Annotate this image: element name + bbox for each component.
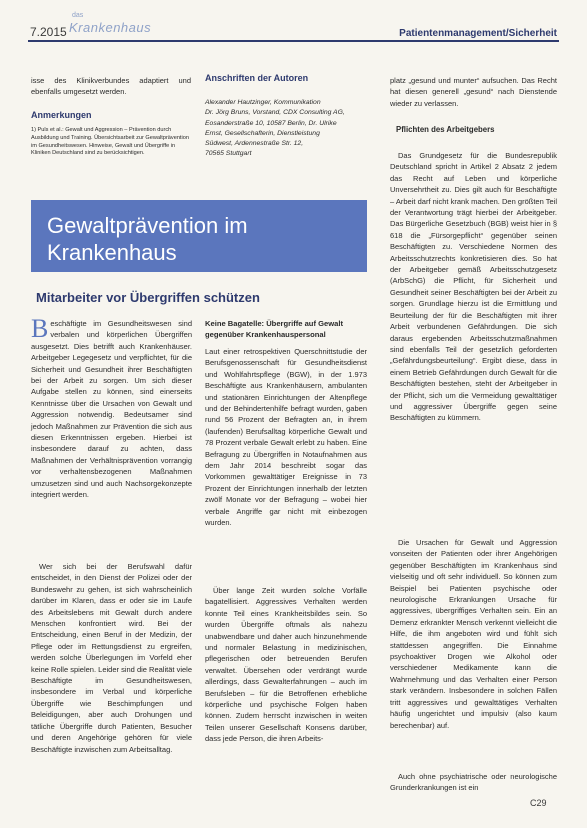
continuation-text: isse des Klinikverbundes adaptiert und ebenfalls umgesetzt werden. (31, 76, 191, 97)
header-rule (28, 40, 559, 42)
article-lead: eschäftigte im Gesundheitswesen sind verbalen und körperlichen Übergriffen ausgesetzt. Dies betrifft auch Krankenhäuser. Arbeitgeber Legegesetz und verpflichtet, für die Sicherheit und Gesundheit ihrer Beschäftigten bei der Arbeit zu sorgen. Um sich dieser Aufgabe stellen zu können, sind einerseits Kenntnisse über die Ursachen von Gewalt und Aggression notwendig. Bedeutsamer sind jedoch Maßnahmen zur Prävention die sich aus diesen Erkenntnissen ergeben. Hierbei ist insbesondere darauf zu achten, dass Maßnahmen der Verhältnisprävention vorrangig vor verhaltensbezogenen Maßnahmen umzusetzen sind und auch Nachsorgekonzepte integriert werden. (31, 319, 192, 500)
issue-number: 7.2015 (30, 25, 67, 39)
right-intro: platz „gesund und munter“ aufsuchen. Das Recht hat diesen generell „gesund“ nach Dienstende wieder zu verlassen. (390, 76, 557, 108)
journal-name: Krankenhaus (69, 20, 152, 35)
author-line: Alexander Hautzinger, Kommunikation (205, 99, 321, 106)
journal-prefix: das (72, 12, 84, 19)
employer-duties-heading: Pflichten des Arbeitgebers (396, 125, 495, 134)
author-line: Ernst, Gesellschafterin, Dienstleistung (205, 129, 320, 137)
page-number: C29 (530, 798, 547, 808)
article-col2-p2: Über lange Zeit wurden solche Vorfälle bagatellisiert. Aggressives Verhalten werden konnte Teil eines Krankheitsbildes sein. So wurden Übergriffe oftmals als nahezu unabwendbare und daher auch hinzunehmende und normaler Belastung in medizinischen, pflegerischen oder betreuenden Berufen verwaltet. Übersehen oder verdrängt wurde allerdings, dass Gewalterfahrungen – auch im Berufsleben – für die Betroffenen erhebliche körperliche und psychische Folgen haben können. Zudem herrscht inzwischen in weiten Teilen unserer Gesellschaft Konsens darüber, dass jede Person, die ihren Arbeits- (205, 586, 367, 744)
article-col1-p2: Wer sich bei der Berufswahl dafür entscheidet, in den Dienst der Polizei oder der Bundeswehr zu gehen, ist sich wahrscheinlich darüber im Klaren, dass er oder sie im Laufe des Arbeitslebens mit Gewalt durch andere Menschen konfrontiert wird. Bei der Entscheidung, einen Beruf in der Medizin, der Pflege oder im Rettungsdienst zu ergreifen, werden solche Überlegungen im Vorfeld eher keine Rolle spielen. Leider sind die Realität viele Beschäftigte im Gesundheitswesen, insbesondere im Verbal und körperliche Übergriffe wie Beschimpfungen und Beleidigungen, aber auch Drohungen und tätliche Übergriffe durch Patienten, Besucher und deren Angehörige gehören für viele Beschäftigte inzwischen zum Arbeitsalltag. (31, 562, 192, 754)
article-col1-p1 (31, 314, 192, 501)
article-col2-p1: Laut einer retrospektiven Querschnittstudie der Berufsgenossenschaft für Gesundheitsdienst und Wohlfahrtspflege (BGW), in der 1.973 Beschäftigte aus Krankenhäusern, ambulanten und stationären Einrichtungen der Altenpflege und der Behindertenhilfe befragt wurden, gaben rund 56 Prozent der Befragten an, in ihrem (laufenden) Berufsalltag körperliche Gewalt und 78 Prozent verbale Gewalt erlebt zu haben. Eine Befragung zu Übergriffen in Notaufnahmen aus dem Jahr 2014 beschreibt sogar das Vorkommen gewalttätiger Ereignisse in 73 Prozent der Einrichtungen innerhalb der letzten zwölf Monate vor der Befragung – wobei hier verbale Angriffe gar nicht mit einbezogen wurden. (205, 347, 367, 528)
author-line: Südwest, Ardennestraße Str. 12, (205, 140, 304, 148)
author-line: 70565 Stuttgart (205, 150, 252, 158)
author-line: Dr. Jörg Bruns, Vorstand, CDX Consulting AG, (205, 109, 345, 117)
note-item: 1) Puls et al.: Gewalt und Aggression – Prävention durch Ausbildung und Training. Übersichtsarbeit zur Gewaltprävention im Gesundheitswesen. Hinweise, Gewalt und Übergriffe in Kliniken Deutschland sind zu berücksichtigen. (31, 127, 189, 157)
authors-heading: Anschriften der Autoren (205, 73, 309, 83)
article-subtitle: Mitarbeiter vor Übergriffen schützen (36, 290, 260, 305)
notes-heading: Anmerkungen (31, 110, 92, 120)
article-col2-heading: Keine Bagatelle: Übergriffe auf Gewalt gegenüber Krankenhauspersonal (205, 319, 343, 339)
author-line: Eosanderstraße 10, 10587 Berlin, Dr. Ulrike (205, 119, 337, 127)
drop-cap: B (31, 314, 49, 343)
authors-block (205, 98, 365, 160)
right-para-2: Die Ursachen für Gewalt und Aggression vonseiten der Patienten oder ihrer Angehörigen gegenüber Beschäftigten im Krankenhaus sind vielseitig und oft sehr individuell. So können zum Beispiel bei Patienten psychische oder neurologische Erkrankungen Ursache für aggressives, übergriffiges Verhalten sein. Ein an Demenz erkrankter Mensch verkennt vielleicht die Hilfe, die ihm angeboten wird und fühlt sich stattdessen angegriffen. Die Einnahme psychoaktiver Drogen wie Alkohol oder verschiedener Medikamente kann die Wahrnehmung und das Verhalten einer Person stark verändern. Insbesondere in solchen Fällen tritt aggressives und gewalttätiges Verhalten häufig ungerichtet und impulsiv (also kaum berechenbar) auf. (390, 538, 557, 730)
right-para-1: Das Grundgesetz für die Bundesrepublik Deutschland spricht in Artikel 2 Absatz 2 jedem das Recht auf Leben und körperliche Unversehrtheit zu. Dies gilt auch für Beschäftigte – Arbeit darf nicht krank machen. Den größten Teil der Verantwortung trägt hierbei der Arbeitgeber. Das Bürgerliche Gesetzbuch (BGB) weist hier in § 618 die „Fürsorgepflicht“ gegenüber seinen Beschäftigten zu. Verschiedene Normen des Arbeitsschutzrechts konkretisieren dies. So hat der Arbeitgeber gemäß Arbeitsschutzgesetz (ArbSchG) die Pflicht, für Sicherheit und Gesundheit seiner Beschäftigten bei der Arbeit zu sorgen. Grundlage hierzu ist die Ermittlung und Beurteilung der für die Beschäftigten mit ihrer Arbeit verbundenen Gefährdungen. Die sich daraus ergebenden Arbeitsschutzmaßnahmen sind ebenfalls Teil der gesetzlich geforderten „Gefährdungsbeurteilung“. Ergibt diese, dass in einem Betrieb Gefährdungen durch Gewalt für die Beschäftigten bestehen, steht der Arbeitgeber in der Pflicht, sich um die Vermeidung gewalttätiger und aggressiver Übergriffe gegen seine Beschäftigten zu kümmern. (390, 151, 557, 423)
article-title: Gewaltprävention im Krankenhaus (47, 213, 248, 265)
section-title: Patientenmanagement/Sicherheit (399, 28, 557, 39)
right-para-3: Auch ohne psychiatrische oder neurologische Grunderkrankungen ist ein (390, 772, 557, 793)
